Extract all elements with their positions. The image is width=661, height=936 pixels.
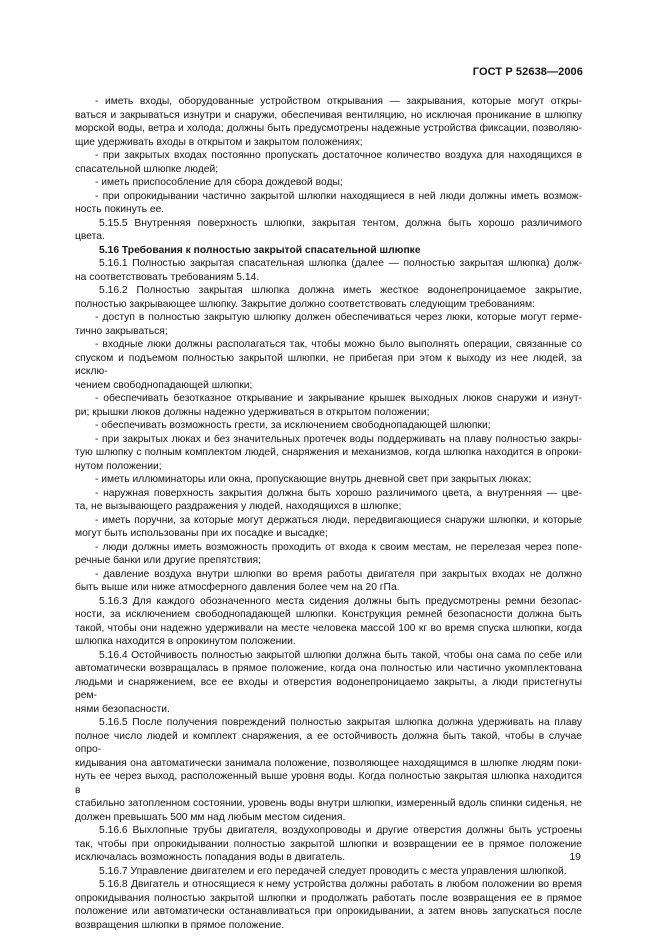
text-line: стабильно затопленном состоянии, уровень воды внутри шлюпки, измеренный вдоль спинки сиденья, не: [75, 798, 582, 809]
text-line: - иметь приспособление для сбора дождевой воды;: [95, 177, 343, 188]
text-line: 5.16.7 Управление двигателем и его передачей следует проводить с места управления шлюпкой.: [99, 865, 567, 877]
text-line: быть выше или ниже атмосферного давления более чем на 20 гПа.: [75, 582, 400, 593]
text-line: - входные люки должны располагаться так, чтобы можно было выполнять операции, связанные со: [95, 339, 582, 350]
text-line: речные банки или другие препятствия;: [75, 555, 261, 566]
text-line: ри; крышки люков должны надежно удерживаться в открытом положении;: [75, 406, 430, 418]
text-line: - обеспечивать безотказное открывание и закрывание крышек выходных люков снаружи и изнут-: [95, 393, 582, 404]
text-line: - при закрытых люках и без значительных протечек воды поддерживать на плаву полностью закры-: [95, 433, 582, 445]
text-line: 5.16.6 Выхлопные трубы двигателя, воздухопроводы и другие отверстия должны быть устроены: [99, 825, 582, 836]
text-line: нями безопасности.: [75, 703, 170, 715]
text-line: спасательной шлюпке людей;: [75, 163, 219, 175]
text-line: должен превышать 500 мм над любым местом сидения.: [75, 811, 346, 823]
text-line: чением свободнопадающей шлюпки;: [75, 379, 253, 391]
text-line: тично закрываться;: [75, 325, 168, 337]
text-line: 5.16 Требования к полностью закрытой спасательной шлюпке: [99, 244, 421, 256]
document-body: [75, 95, 582, 932]
text-line: 5.15.5 Внутренняя поверхность шлюпки, закрытая тентом, должна быть хорошо различимого: [99, 217, 582, 229]
text-line: положение или автоматически останавливаться при опрокидывании, а затем вновь запускаться после: [75, 906, 582, 917]
text-line: 5.16.8 Двигатель и относящиеся к нему устройства должны работать в любом положении во время: [99, 879, 582, 890]
text-line: спуском и подъемом полностью закрытой шлюпки, не прибегая при этом к выходу из нее людей, за исклю-: [75, 352, 582, 377]
text-line: полное число людей и комплект снаряжения, а ее остойчивость должна быть такой, чтобы в случае опро-: [75, 730, 582, 755]
text-line: - давление воздуха внутри шлюпки во время работы двигателя при закрытых входах не должно: [95, 568, 582, 580]
text-line: - при закрытых входах постоянно пропускать достаточное количество воздуха для находящихся в: [95, 150, 582, 161]
page-number: 19: [569, 851, 581, 863]
text-line: 5.16.4 Остойчивость полностью закрытой шлюпки должна быть такой, чтобы она сама по себе или: [99, 649, 582, 661]
text-line: - доступ в полностью закрытую шлюпку должен обеспечиваться через люки, которые могут герме-: [95, 312, 582, 323]
text-line: - иметь иллюминаторы или окна, пропускающие внутрь дневной свет при закрытых люках;: [95, 474, 532, 485]
text-line: тую шлюпку с полным комплектом людей, снаряжения и механизмов, когда шлюпка находится в опроки-: [75, 447, 582, 458]
text-line: цвета.: [75, 231, 105, 242]
text-line: 5.16.3 Для каждого обозначенного места сидения должны быть предусмотрены ремни безопас-: [99, 595, 582, 607]
text-line: та, не вызывающего раздражения у людей, находящихся в шлюпке;: [75, 501, 402, 512]
text-line: такой, чтобы они надежно удерживали на месте человека массой 100 кг во время спуска шлюпки, когда: [75, 622, 582, 634]
text-line: 5.16.2 Полностью закрытая шлюпка должна иметь жесткое водонепроницаемое закрытие,: [99, 285, 582, 296]
text-line: 5.16.1 Полностью закрытая спасательная шлюпка (далее — полностью закрытая шлюпка) долж-: [99, 258, 582, 269]
text-line: на соответствовать требованиям 5.14.: [75, 271, 260, 283]
text-line: так, чтобы при опрокидывании полностью закрытой шлюпки и возвращении ее в прямое положение: [75, 838, 582, 850]
text-line: шлюпка находится в опрокинутом положении.: [75, 636, 296, 647]
text-line: опрокидывания полностью закрытой шлюпки и продолжать работать после возвращения ее в прямое: [75, 892, 582, 904]
text-line: людьми и снаряжением, все ее входы и отверстия водонепроницаемо закрыты, а люди пристегнуты рем-: [75, 676, 582, 701]
text-line: - люди должны иметь возможность проходить от входа к своим местам, не перелезая через попе-: [95, 541, 582, 553]
document-id-header: ГОСТ Р 52638—2006: [472, 66, 583, 78]
text-line: ности, за исключением свободнопадающей шлюпки. Конструкция ремней безопасности должна быть: [75, 609, 582, 620]
text-line: морской воды, ветра и холода; должны быть предусмотрены надежные устройства фиксации, позволяю-: [75, 123, 582, 134]
text-line: - обеспечивать возможность грести, за исключением свободнопадающей шлюпки;: [95, 420, 491, 431]
text-line: возвращения шлюпки в прямое положение.: [75, 919, 285, 931]
text-line: нуть ее через выход, расположенный выше уровня воды. Когда полностью закрытая шлюпка находится в: [75, 771, 582, 796]
text-line: могут быть использованы при их посадке и высадке;: [75, 528, 328, 539]
text-line: 5.16.5 После получения повреждений полностью закрытая шлюпка должна удерживать на плаву: [99, 717, 582, 728]
text-line: автоматически возвращалась в прямое положение, когда она полностью или частично укомплектована: [75, 663, 582, 674]
text-line: нутом положении;: [75, 460, 162, 472]
text-line: - иметь поручни, за которые могут держаться люди, передвигающиеся снаружи шлюпки, и которые: [95, 514, 582, 526]
text-line: ваться и закрываться изнутри и снаружи, обеспечивая вентиляцию, но исключая проникание в шлюпку: [75, 109, 582, 121]
text-line: - иметь входы, оборудованные устройством открывания — закрывания, которые могут откры-: [95, 96, 582, 107]
text-line: - при опрокидывании частично закрытой шлюпки находящиеся в ней люди должны иметь возмож-: [95, 190, 582, 202]
text-line: ность покинуть ее.: [75, 204, 165, 215]
text-line: щие удерживать входы в открытом и закрытом положениях;: [75, 136, 363, 148]
text-line: - наружная поверхность закрытия должна быть хорошо различимого цвета, а внутренняя — цве-: [95, 487, 582, 499]
text-line: исключалась возможность попадания воды в двигатель.: [75, 852, 346, 863]
text-line: кидывания она автоматически занимала положение, позволяющее находящимся в шлюпке людям поки-: [75, 757, 582, 769]
text-line: полностью закрывающее шлюпку. Закрытие должно соответствовать следующим требованиям:: [75, 298, 535, 310]
